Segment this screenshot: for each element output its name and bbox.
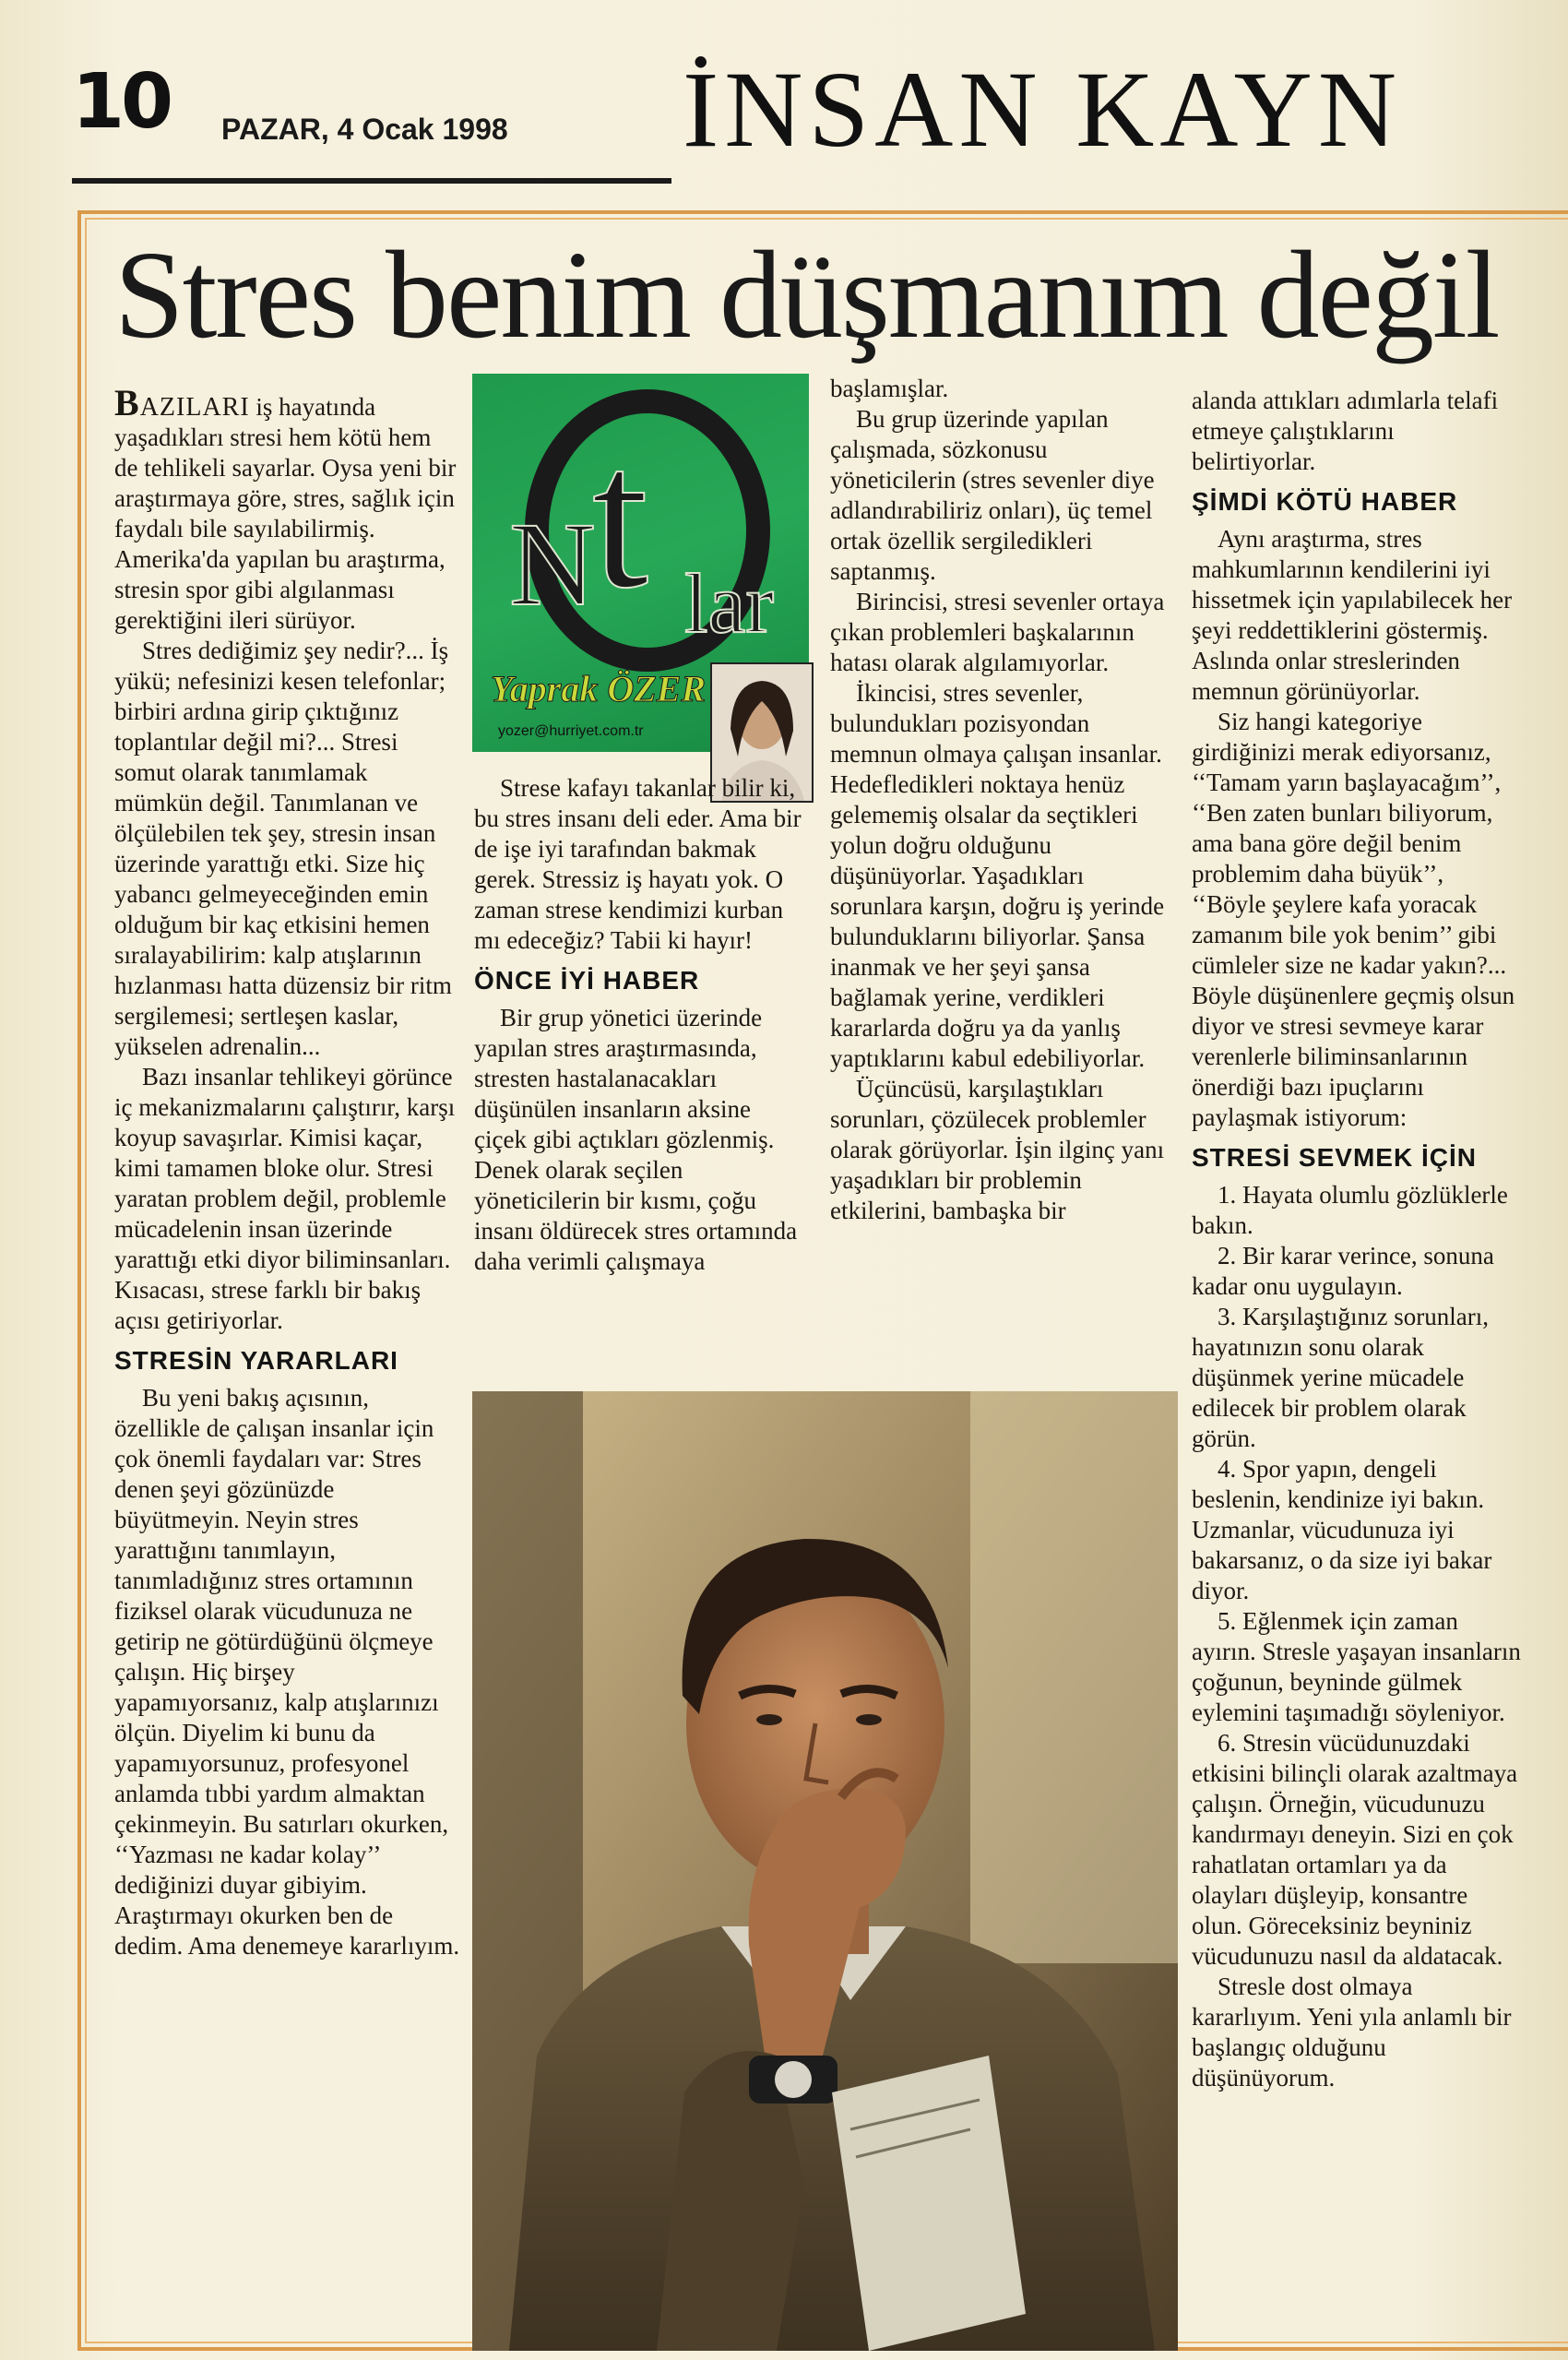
lead-word: AZILARI bbox=[139, 393, 250, 422]
logo-suffix: lar bbox=[684, 556, 775, 650]
logo-letter-n: N bbox=[509, 498, 596, 631]
section-title: İNSAN KAYN bbox=[683, 55, 1403, 164]
column-4 bbox=[1192, 386, 1524, 2093]
subhead-benefits: STRESİN YARARLARI bbox=[114, 1346, 398, 1375]
tip-item: 5. Eğlenmek için zaman ayırın. Stresle yaşayan insanların çoğunun, beyninde gülmek eylemini taşımadığı söyleniyor. bbox=[1192, 1607, 1521, 1726]
tip-item: 2. Bir karar verince, sonuna kadar onu uygulayın. bbox=[1192, 1242, 1494, 1300]
article-photo bbox=[472, 1391, 1178, 2351]
tip-item: 3. Karşılaştığınız sorunları, hayatınızın sonu olarak düşünmek yerine mücadele edilecek bir problem olarak görün. bbox=[1192, 1303, 1489, 1452]
paragraph: Strese kafayı takanlar bilir ki, bu stres insanı deli eder. Ama bir de işe iyi tarafından bakmak gerek. Stressiz iş hayatı yok. O zaman strese kendimizi kurban mı edeceğiz? Tabii ki hayır! bbox=[474, 774, 802, 954]
paragraph: Stresle dost olmaya kararlıyım. Yeni yıla anlamlı bir başlangıç olduğunu düşünüyorum. bbox=[1192, 1973, 1512, 2092]
column-2 bbox=[474, 773, 806, 1277]
subhead-bad-news: ŞİMDİ KÖTÜ HABER bbox=[1192, 487, 1458, 516]
paragraph: İkincisi, stres sevenler, bulundukları pozisyondan memnun olmaya çalışan insanlar. Hedefledikleri noktaya henüz gelememiş olsalar da seçtikleri yolun doğru olduğunu düşünüyorlar. Yaşadıkları sorunlara karşın, doğru iş yerinde bulunduklarını biliyorlar. Şansa inanmak ve her şeyi şansa bağlamak yerine, verdikleri kararlarda doğru ya da yanlış yaptıklarını kabul edebiliyorlar. bbox=[830, 679, 1165, 1072]
paragraph: Bir grup yönetici üzerinde yapılan stres araştırmasında, stresten hastalanacakları düşünülen insanların aksine çiçek gibi açtıkları gözlenmiş. Denek olarak seçilen yöneticilerin bir kısmı, çoğu insanı öldürecek stres ortamında daha verimli çalışmaya bbox=[474, 1004, 798, 1275]
lead-paragraph-rest: iş hayatında yaşadıkları stresi hem kötü hem de tehlikeli sayarlar. Oysa yeni bir araştırmaya göre, stres, sağlık için faydalı bile sayılabilirmiş. Amerika'da yapılan bu araştırma, stresin spor gibi algılanması gerektiğini ileri sürüyor. bbox=[114, 393, 457, 634]
tip-item: 1. Hayata olumlu gözlüklerle bakın. bbox=[1192, 1181, 1508, 1239]
paragraph: Bazı insanlar tehlikeyi görünce iç mekanizmalarını çalıştırır, karşı koyup savaşırlar. Kimisi kaçar, kimi tamamen bloke olur. Stresi yaratan problem değil, problemle mücadelenin insan üzerinde yarattığı etki diyor biliminsanları. Kısacası, strese farklı bir bakış açısı getiriyorlar. bbox=[114, 1063, 456, 1334]
headline: Stres benim düşmanım değil bbox=[114, 226, 1499, 364]
drop-cap: B bbox=[114, 382, 140, 423]
paragraph: Aynı araştırma, stres mahkumlarının kendilerini iyi hissetmek için yapılabilecek her şeyi reddettiklerini göstermiş. Aslında onlar streslerinden memnun görünüyorlar. bbox=[1192, 525, 1513, 705]
author-name: Yaprak ÖZER bbox=[491, 668, 707, 709]
subhead-love-stress: STRESİ SEVMEK İÇİN bbox=[1192, 1143, 1477, 1172]
page-number: 10 bbox=[72, 58, 171, 146]
paragraph: Stres dediğimiz şey nedir?... İş yükü; nefesinizi kesen telefonlar; birbiri ardına girip çıktığınız toplantılar değil mi?... Stresi somut olarak tanımlamak mümkün değil. Tanımlanan ve ölçülebilen tek şey, stresin insan üzerinde yarattığı etki. Size hiç yabancı gelmeyeceğinden emin olduğum bir kaç etkisini hemen sıralayabilirim: kalp atışlarının hızlanması hatta düzensiz bir ritm sergilemesi; sertleşen kaslar, yükselen adrenalin... bbox=[114, 637, 452, 1060]
tip-item: 6. Stresin vücüdunuzdaki etkisini bilinçli olarak azaltmaya çalışın. Örneğin, vücudunuzu kandırmayı deneyin. Sizi en çok rahatlatan ortamları ya da olayları düşleyip, konsantre olun. Göreceksiniz beyniniz vücudunuzu nasıl da aldatacak. bbox=[1192, 1729, 1518, 1970]
logo-letter-t: t bbox=[592, 405, 649, 630]
masthead-rule bbox=[72, 178, 671, 184]
man-thinking-illustration bbox=[472, 1391, 1178, 2351]
paragraph: Üçüncüsü, karşılaştıkları sorunları, çözülecek problemler olarak görüyorlar. İşin ilginç yanı yaşadıkları bir problemin etkilerini, bambaşka bir bbox=[830, 1075, 1165, 1224]
column-3 bbox=[830, 374, 1167, 1226]
paragraph: Siz hangi kategoriye girdiğinizi merak ediyorsanız, ‘‘Tamam yarın başlayacağım’’, ‘‘Ben zaten bunları biliyorum, ama bana göre değil benim problemim daha büyük’’, ‘‘Böyle şeylere kafa yoracak zamanım bile yok benim’’ gibi cümleler size ne kadar yakın?... Böyle düşünenlere geçmiş olsun diyor ve stresi sevmeye karar verenlerle biliminsanlarının önerdiği bazı ipuçlarını paylaşmak istiyorum: bbox=[1192, 708, 1515, 1131]
paragraph: Birincisi, stresi sevenler ortaya çıkan problemleri başkalarının hatası olarak algılamıyorlar. bbox=[830, 588, 1165, 676]
paragraph: alanda attıkları adımlarla telafi etmeye çalıştıklarını belirtiyorlar. bbox=[1192, 387, 1499, 475]
paragraph: Bu yeni bakış açısının, özellikle de çalışan insanlar için çok önemli faydaları var: Stres denen şeyi gözünüzde büyütmeyin. Neyin stres yarattığını tanımlayın, tanımladığınız stres ortamının fiziksel olarak vücudunuza ne getirip ne götürdüğünü ölçmeye çalışın. Hiç birşey yapamıyorsanız, kalp atışlarınızı ölçün. Diyelim ki bunu da yapamıyorsunuz, profesyonel anlamda tıbbi yardım almaktan çekinmeyin. Bu satırları okurken, ‘‘Yazması ne kadar kolay’’ dediğinizi duyar gibiyim. Araştırmayı okurken ben de dedim. Ama denemeye kararlıyım. bbox=[114, 1384, 460, 1960]
column-1 bbox=[114, 382, 460, 1961]
lead-paragraph bbox=[114, 382, 460, 636]
author-email: yozer@hurriyet.com.tr bbox=[498, 723, 644, 739]
issue-date: PAZAR, 4 Ocak 1998 bbox=[221, 113, 508, 146]
paragraph: başlamışlar. bbox=[830, 375, 949, 402]
tip-item: 4. Spor yapın, dengeli beslenin, kendinize iyi bakın. Uzmanlar, vücudunuza iyi bakarsanız, o da size iyi bakar diyor. bbox=[1192, 1455, 1492, 1604]
subhead-good-news: ÖNCE İYİ HABER bbox=[474, 966, 700, 995]
paragraph: Bu grup üzerinde yapılan çalışmada, sözkonusu yöneticilerin (stres sevenler diye adlandırabiliriz onları), üç temel ortak özellik sergiledikleri saptanmış. bbox=[830, 405, 1155, 585]
